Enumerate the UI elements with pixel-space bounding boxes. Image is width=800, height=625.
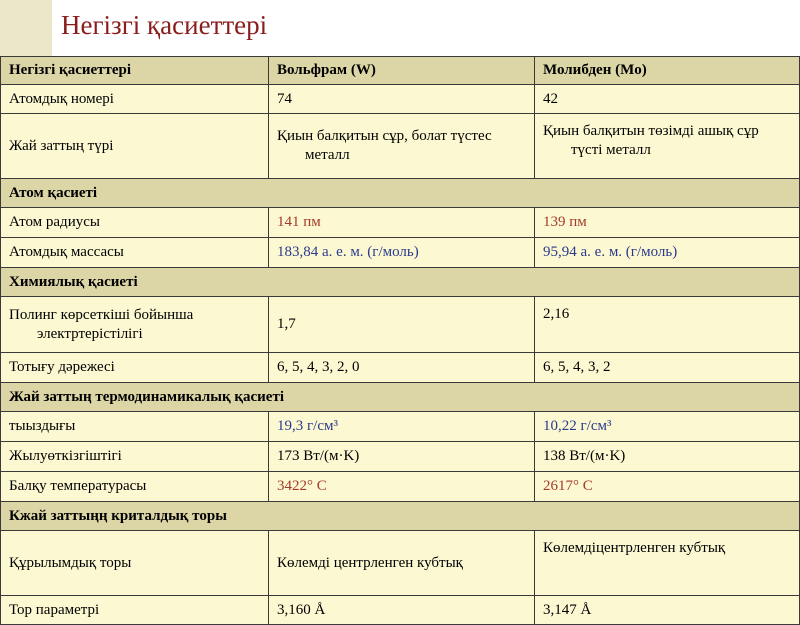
section-title: Кжай заттыңң криталдық торы	[1, 502, 800, 531]
table-row	[1, 238, 800, 268]
molybdenum-value	[535, 114, 800, 179]
tungsten-value: 19,3 г/см³	[269, 412, 535, 442]
tungsten-value: 141 пм	[269, 208, 535, 238]
molybdenum-value: 3,147 Å	[535, 596, 800, 625]
table-row	[1, 114, 800, 179]
row-label	[1, 297, 269, 353]
section-row	[1, 502, 800, 531]
molybdenum-value: 10,22 г/см³	[535, 412, 800, 442]
table-row	[1, 208, 800, 238]
row-label: Құрылымдық торы	[1, 531, 269, 596]
table-row	[1, 85, 800, 114]
molybdenum-value: 2,16	[535, 297, 800, 353]
section-title: Жай заттың термодинамикалық қасиеті	[1, 383, 800, 412]
row-label: Жай заттың түрі	[1, 114, 269, 179]
molybdenum-value: 138 Вт/(м·K)	[535, 442, 800, 472]
row-label: Тор параметрі	[1, 596, 269, 625]
row-label: Атомдық номері	[1, 85, 269, 114]
tungsten-value: 74	[269, 85, 535, 114]
molybdenum-value: 6, 5, 4, 3, 2	[535, 353, 800, 383]
row-label: Жылуөткізгіштігі	[1, 442, 269, 472]
tungsten-value: 6, 5, 4, 3, 2, 0	[269, 353, 535, 383]
section-row	[1, 383, 800, 412]
header-property: Негізгі қасиеттері	[1, 57, 269, 85]
title-bar	[0, 0, 800, 56]
tungsten-value: 183,84 а. е. м. (г/моль)	[269, 238, 535, 268]
section-row	[1, 179, 800, 208]
table-row	[1, 442, 800, 472]
row-label: Балқу температурасы	[1, 472, 269, 502]
section-title: Химиялық қасиеті	[1, 268, 800, 297]
table-header-row	[1, 57, 800, 85]
section-title: Атом қасиеті	[1, 179, 800, 208]
tungsten-value: 3422° С	[269, 472, 535, 502]
row-label: тыыздығы	[1, 412, 269, 442]
molybdenum-value-text: Қиын балқитын төзімді ашық сұр түсті металл	[543, 123, 759, 158]
table-row	[1, 297, 800, 353]
molybdenum-value: Көлемдіцентрленген кубтық	[535, 531, 800, 596]
table-row	[1, 472, 800, 502]
header-tungsten: Вольфрам (W)	[269, 57, 535, 85]
tungsten-value	[269, 114, 535, 179]
page-title: Негізгі қасиеттері	[61, 10, 268, 40]
tungsten-value: 3,160 Å	[269, 596, 535, 625]
tungsten-value: 173 Вт/(м·K)	[269, 442, 535, 472]
properties-table	[0, 56, 800, 625]
row-label: Атомдық массасы	[1, 238, 269, 268]
title-accent	[0, 0, 52, 56]
row-label: Атом радиусы	[1, 208, 269, 238]
table-row	[1, 531, 800, 596]
row-label-text: Полинг көрсеткіші бойынша электртерістілігі	[9, 306, 194, 342]
tungsten-value: 1,7	[269, 297, 535, 353]
section-row	[1, 268, 800, 297]
header-molybdenum: Молибден (Mo)	[535, 57, 800, 85]
table-row	[1, 412, 800, 442]
molybdenum-value: 95,94 а. е. м. (г/моль)	[535, 238, 800, 268]
tungsten-value-text: Қиын балқитын сұр, болат түстес металл	[277, 128, 492, 163]
molybdenum-value: 2617° С	[535, 472, 800, 502]
molybdenum-value: 42	[535, 85, 800, 114]
molybdenum-value: 139 пм	[535, 208, 800, 238]
row-label: Тотығу дәрежесі	[1, 353, 269, 383]
table-row	[1, 353, 800, 383]
tungsten-value: Көлемді центрленген кубтық	[269, 531, 535, 596]
